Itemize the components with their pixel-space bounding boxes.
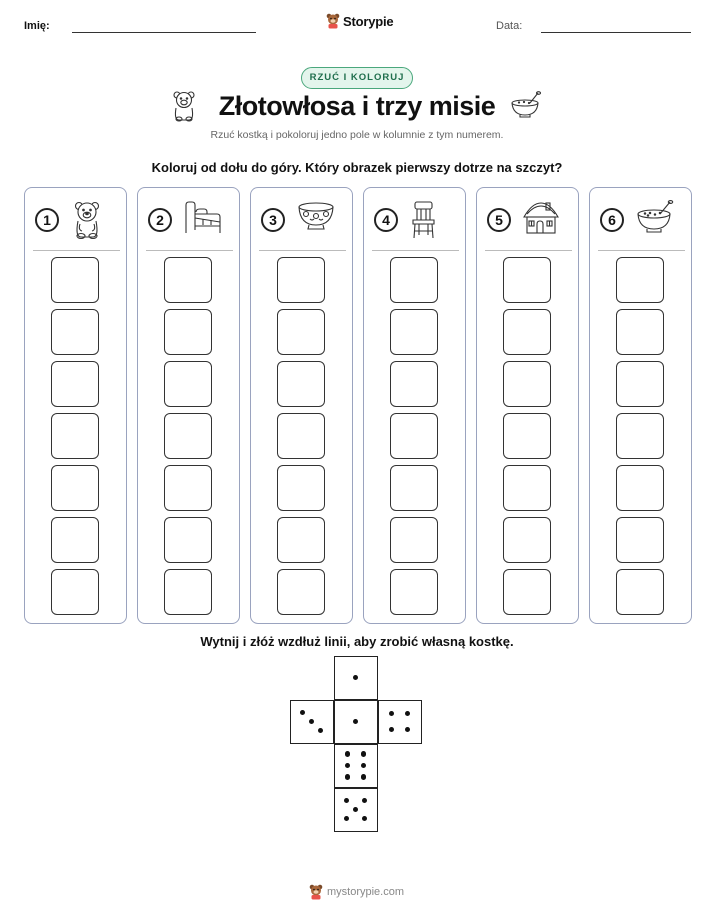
die-pip [344, 798, 350, 804]
coloring-cell[interactable] [503, 361, 551, 407]
date-label: Data: [496, 20, 523, 32]
name-label: Imię: [24, 20, 50, 32]
column-3 [250, 187, 353, 624]
coloring-cell[interactable] [503, 569, 551, 615]
coloring-cell[interactable] [164, 309, 212, 355]
worksheet-header [0, 0, 714, 40]
die-pip [309, 719, 315, 725]
die-pip [353, 675, 359, 681]
bear-mascot-icon [326, 13, 340, 29]
coloring-cell[interactable] [503, 465, 551, 511]
coloring-cell[interactable] [616, 517, 664, 563]
chair-icon [409, 200, 439, 245]
coloring-cell[interactable] [164, 465, 212, 511]
race-columns [24, 187, 690, 624]
die-pip [353, 719, 359, 725]
column-header [138, 188, 239, 250]
die-pip [361, 774, 367, 780]
column-divider [259, 250, 346, 251]
name-line [72, 32, 256, 33]
porridge-icon [635, 200, 675, 239]
die-number-badge: 3 [261, 208, 285, 232]
column-header [25, 188, 126, 250]
column-2 [137, 187, 240, 624]
coloring-cell[interactable] [164, 517, 212, 563]
bear-mascot-icon [309, 884, 323, 900]
coloring-cell[interactable] [390, 517, 438, 563]
coloring-cell[interactable] [277, 309, 325, 355]
subtitle: Rzuć kostką i pokoloruj jedno pole w kolumnie z tym numerem. [210, 129, 504, 141]
die-face-3 [290, 700, 334, 744]
coloring-cell[interactable] [277, 517, 325, 563]
coloring-cell[interactable] [390, 569, 438, 615]
brand-name: Storypie [343, 13, 394, 29]
coloring-cell[interactable] [277, 257, 325, 303]
coloring-cell[interactable] [277, 465, 325, 511]
column-divider [372, 250, 459, 251]
die-pip [300, 710, 306, 716]
coloring-cell[interactable] [277, 361, 325, 407]
die-pip [318, 728, 324, 734]
die-face-5 [334, 788, 378, 832]
die-pip [353, 807, 359, 813]
die-number-badge: 2 [148, 208, 172, 232]
column-divider [146, 250, 233, 251]
date-line [541, 32, 691, 33]
die-face-1 [334, 656, 378, 700]
porridge-bowl-icon [510, 91, 542, 119]
coloring-cell[interactable] [390, 413, 438, 459]
die-pip [389, 711, 395, 717]
coloring-cell[interactable] [51, 517, 99, 563]
column-5 [476, 187, 579, 624]
coloring-cell[interactable] [503, 257, 551, 303]
die-pip [405, 727, 411, 733]
coloring-cell[interactable] [51, 257, 99, 303]
die-pip [361, 751, 367, 757]
coloring-cell[interactable] [390, 465, 438, 511]
die-pip [344, 816, 350, 822]
die-pip [389, 727, 395, 733]
bear-icon [70, 200, 104, 245]
die-instruction: Wytnij i złóż wzdłuż linii, aby zrobić własną kostkę. [200, 634, 514, 649]
column-header [477, 188, 578, 250]
coloring-cell[interactable] [51, 361, 99, 407]
die-pip [361, 763, 367, 769]
coloring-cell[interactable] [390, 257, 438, 303]
column-1 [24, 187, 127, 624]
die-pip [345, 763, 351, 769]
brand-logo [326, 13, 393, 29]
coloring-cell[interactable] [616, 257, 664, 303]
die-number-badge: 4 [374, 208, 398, 232]
die-number-badge: 1 [35, 208, 59, 232]
die-face-4 [378, 700, 422, 744]
activity-badge: RZUĆ I KOLORUJ [301, 67, 413, 89]
column-divider [33, 250, 120, 251]
coloring-instruction: Koloruj od dołu do góry. Który obrazek pierwszy dotrze na szczyt? [151, 160, 563, 175]
footer-url: mystorypie.com [327, 886, 405, 898]
coloring-cell[interactable] [51, 569, 99, 615]
bed-icon [183, 200, 223, 239]
coloring-cell[interactable] [390, 361, 438, 407]
die-pip [362, 816, 368, 822]
coloring-cell[interactable] [51, 413, 99, 459]
die-number-badge: 5 [487, 208, 511, 232]
coloring-cell[interactable] [503, 517, 551, 563]
coloring-cell[interactable] [164, 413, 212, 459]
coloring-cell[interactable] [390, 309, 438, 355]
column-header [251, 188, 352, 250]
cottage-icon [522, 200, 560, 241]
coloring-cell[interactable] [164, 569, 212, 615]
die-pip [345, 774, 351, 780]
page-title: Złotowłosa i trzy misie [218, 91, 496, 121]
die-pip [405, 711, 411, 717]
coloring-cell[interactable] [51, 465, 99, 511]
column-divider [485, 250, 572, 251]
footer [309, 884, 404, 900]
coloring-cell[interactable] [277, 569, 325, 615]
column-6 [589, 187, 692, 624]
coloring-cell[interactable] [616, 309, 664, 355]
coloring-cell[interactable] [164, 361, 212, 407]
column-header [364, 188, 465, 250]
column-divider [598, 250, 685, 251]
coloring-cell[interactable] [616, 413, 664, 459]
die-number-badge: 6 [600, 208, 624, 232]
die-pip [345, 751, 351, 757]
die-face-1 [334, 700, 378, 744]
coloring-cell[interactable] [616, 569, 664, 615]
coloring-cell[interactable] [503, 413, 551, 459]
coloring-cell[interactable] [616, 361, 664, 407]
die-pip [362, 798, 368, 804]
die-face-6 [334, 744, 378, 788]
coloring-cell[interactable] [616, 465, 664, 511]
coloring-cell[interactable] [503, 309, 551, 355]
column-4 [363, 187, 466, 624]
coloring-cell[interactable] [277, 413, 325, 459]
bowl-icon [296, 200, 336, 237]
coloring-cell[interactable] [51, 309, 99, 355]
column-header [590, 188, 691, 250]
coloring-cell[interactable] [164, 257, 212, 303]
